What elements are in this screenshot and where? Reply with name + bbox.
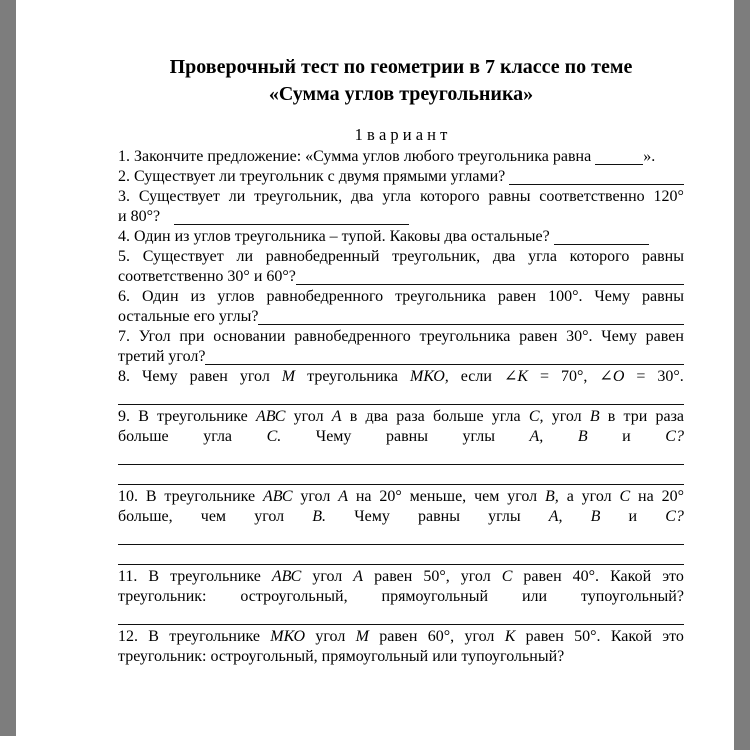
text-run: А [353, 568, 364, 585]
text-run: треугольнике [169, 628, 260, 645]
text-run: два [365, 408, 389, 425]
text-run: В, [545, 488, 559, 505]
text-run: С, [528, 408, 544, 425]
text-run: тупоугольный? [581, 588, 684, 605]
answer-blank [118, 403, 684, 405]
text-run: равен [189, 368, 228, 385]
q6-line2 [118, 307, 684, 327]
text-run: треугольнике [170, 568, 261, 585]
text-run: = [636, 368, 646, 385]
text-run: 70°, [561, 368, 588, 385]
text-run: угол [581, 488, 612, 505]
text-run: треугольнике [157, 408, 248, 425]
text-run: в [607, 408, 616, 425]
q5-line1 [118, 247, 684, 267]
document-page [16, 0, 734, 750]
text-run: равнобедренного [266, 288, 384, 305]
text-run: равен [519, 328, 558, 345]
text-run: или [521, 588, 548, 605]
text-run: из [190, 288, 206, 305]
text-run: угол [293, 408, 324, 425]
text-run: на [638, 488, 654, 505]
text-run: ». [643, 148, 656, 165]
text-run: соответственно 30° и 60°? [118, 268, 296, 285]
text-run: В. [312, 508, 327, 525]
text-run: 20° [379, 488, 402, 505]
document-title-line-2: «Сумма углов треугольника» [268, 83, 534, 105]
q11-line2 [118, 587, 684, 607]
text-run: а [566, 488, 574, 505]
text-run: основании [213, 328, 286, 345]
text-run: при [179, 328, 205, 345]
text-run: Какой [610, 568, 652, 585]
text-run: угол [551, 408, 582, 425]
text-run: углы [488, 508, 521, 525]
text-run: равен [379, 628, 418, 645]
text-run: 20° [661, 488, 684, 505]
text-run: это [662, 568, 684, 585]
q1 [118, 147, 684, 167]
document-title [118, 54, 684, 108]
text-run: угол [507, 488, 538, 505]
text-run: К [504, 628, 516, 645]
text-run: С [619, 488, 631, 505]
text-run: Существует [142, 248, 224, 265]
text-run: угол [315, 628, 346, 645]
text-run: раза [655, 408, 684, 425]
answer-rule-6 [118, 607, 684, 627]
text-run: угла [528, 248, 557, 265]
document-content [118, 0, 684, 667]
text-run: угол [239, 368, 270, 385]
text-run: равнобедренный [265, 248, 380, 265]
text-run: АВС [255, 408, 286, 425]
text-run: 50°. [574, 628, 601, 645]
right-gutter [734, 0, 750, 750]
text-run: равен [374, 568, 413, 585]
q3-line2 [118, 207, 684, 227]
text-run: два [492, 248, 516, 265]
text-run: на [355, 488, 372, 505]
text-run: угол [254, 508, 285, 525]
text-run: 40°. [572, 568, 600, 585]
text-run: ли [228, 188, 246, 205]
text-run: В [589, 408, 600, 425]
answer-blank [118, 543, 684, 545]
text-run: чем [200, 508, 227, 525]
text-run: С? [665, 508, 684, 525]
text-run: Какой [610, 628, 652, 645]
q10-line2 [118, 507, 684, 527]
text-run: 1. Закончите предложение: «Сумма углов любого треугольника равна [118, 148, 596, 165]
text-run: ∠О [599, 368, 625, 385]
q7-line2 [118, 347, 684, 367]
text-run: если [460, 368, 492, 385]
text-run: равны [488, 188, 531, 205]
text-run: угол [300, 488, 331, 505]
text-run: А, [548, 508, 563, 525]
text-run: чем [474, 488, 500, 505]
text-run: 5. [118, 248, 130, 265]
q2 [118, 167, 684, 187]
text-run: угол [464, 628, 495, 645]
text-run: С. [266, 428, 282, 445]
text-run: Существует [138, 188, 220, 205]
text-run: больше, [118, 508, 173, 525]
text-run: треугольник: остроугольный, прямоугольный или тупоугольный? [118, 648, 565, 665]
text-run: угла [382, 188, 412, 205]
text-run: 30°. [657, 368, 684, 385]
text-run: равны [642, 248, 684, 265]
q3-line1 [118, 187, 684, 207]
text-run: Чему [354, 508, 390, 525]
text-run: Чему [594, 288, 631, 305]
text-run: ли [236, 248, 253, 265]
text-run: третий угол? [118, 348, 206, 365]
text-run: треугольника [419, 328, 511, 345]
answer-blank [205, 363, 684, 365]
q10-line1 [118, 487, 684, 507]
text-run: В [148, 628, 159, 645]
text-run: равны [385, 428, 428, 445]
text-run: больше [118, 428, 169, 445]
q9-line1 [118, 407, 684, 427]
text-run: 3. [118, 188, 130, 205]
text-run: в [349, 408, 358, 425]
text-run: В [590, 508, 601, 525]
text-run: А, [529, 428, 544, 445]
text-run: равен [497, 288, 537, 305]
text-run: треугольник, [392, 248, 481, 265]
text-run: соответственно [539, 188, 645, 205]
text-run: М [355, 628, 369, 645]
text-run: и 80°? [118, 208, 161, 225]
text-run: 6. [118, 288, 130, 305]
q12-line2 [118, 647, 684, 667]
answer-rule-1 [118, 387, 684, 407]
text-run: Угол [138, 328, 171, 345]
text-run: треугольнике [164, 488, 256, 505]
text-run: углы [462, 428, 495, 445]
answer-blank [554, 243, 649, 245]
text-run: А [331, 408, 342, 425]
answer-rule-4 [118, 527, 684, 547]
text-run: равнобедренного [294, 328, 411, 345]
answer-blank [595, 163, 643, 165]
q9-line2 [118, 427, 684, 447]
text-run: угла [491, 408, 521, 425]
text-run: 60°, [427, 628, 455, 645]
text-run: прямоугольный [381, 588, 489, 605]
text-run: равны [641, 288, 684, 305]
text-run: 100°. [548, 288, 583, 305]
text-run: ∠К [503, 368, 528, 385]
text-run: А [338, 488, 348, 505]
text-run: равен [645, 328, 684, 345]
answer-rule-5 [118, 547, 684, 567]
text-run: равен [523, 568, 562, 585]
left-gutter [0, 0, 16, 736]
text-run: треугольника [307, 368, 399, 385]
text-run: угла [203, 428, 233, 445]
text-run: МКО, [410, 368, 449, 385]
text-run: 9. [118, 408, 130, 425]
text-run: В [148, 568, 160, 585]
text-run: 120° [653, 188, 684, 205]
text-run: остроугольный, [240, 588, 348, 605]
text-run: раза [396, 408, 425, 425]
text-run: Чему [142, 368, 178, 385]
text-run: остальные его углы? [118, 308, 259, 325]
q6-line1 [118, 287, 684, 307]
text-run: больше [432, 408, 484, 425]
answer-blank [258, 323, 684, 325]
q11-line1 [118, 567, 684, 587]
text-run: угол [460, 568, 491, 585]
q4 [118, 227, 684, 247]
text-run: В [145, 488, 157, 505]
text-run: два [350, 188, 374, 205]
answer-blank [296, 283, 684, 285]
text-run: МКО [270, 628, 306, 645]
text-run: 8. [118, 368, 130, 385]
text-run: С? [665, 428, 684, 445]
text-run: М [281, 368, 296, 385]
text-run: треугольник, [254, 188, 343, 205]
answer-blank [118, 463, 684, 465]
text-run: 11. [118, 568, 138, 585]
q12-line1 [118, 627, 684, 647]
text-run: которого [419, 188, 480, 205]
answer-blank [174, 223, 409, 225]
q8 [118, 367, 684, 387]
answer-rule-3 [118, 467, 684, 487]
text-run: 2. Существует ли треугольник с двумя прямыми углами? [118, 168, 510, 185]
text-run: Один [141, 288, 179, 305]
text-run: 12. [118, 628, 138, 645]
text-run: которого [569, 248, 630, 265]
text-run: равен [525, 628, 564, 645]
text-run: 7. [118, 328, 130, 345]
text-run: С [501, 568, 513, 585]
text-run: угол [312, 568, 343, 585]
text-run: АВС [271, 568, 302, 585]
text-run: 30°. [566, 328, 593, 345]
text-run: это [662, 628, 684, 645]
text-run: 10. [118, 488, 138, 505]
text-run: равны [417, 508, 460, 525]
text-run: треугольника [395, 288, 486, 305]
answer-blank [118, 563, 684, 565]
text-run: три [623, 408, 648, 425]
answer-blank [118, 483, 684, 485]
doc-lines [118, 147, 684, 667]
q5-line2 [118, 267, 684, 287]
text-run: меньше, [409, 488, 467, 505]
answer-blank [118, 623, 684, 625]
text-run: углов [217, 288, 255, 305]
text-run: треугольник: [118, 588, 207, 605]
text-run: В [138, 408, 149, 425]
text-run: АВС [263, 488, 293, 505]
q7-line1 [118, 327, 684, 347]
text-run: В [577, 428, 588, 445]
text-run: Чему [601, 328, 637, 345]
variant-heading: 1 в а р и а н т [354, 125, 448, 144]
answer-blank [509, 183, 684, 185]
text-run: 50°, [423, 568, 450, 585]
text-run: = [539, 368, 549, 385]
text-run: 4. Один из углов треугольника – тупой. Каковы два остальные? [118, 228, 554, 245]
text-run: и [622, 428, 631, 445]
answer-rule-2 [118, 447, 684, 467]
document-title-line-1: Проверочный тест по геометрии в 7 классе по теме [169, 56, 633, 78]
text-run: и [628, 508, 638, 525]
text-run: Чему [315, 428, 352, 445]
